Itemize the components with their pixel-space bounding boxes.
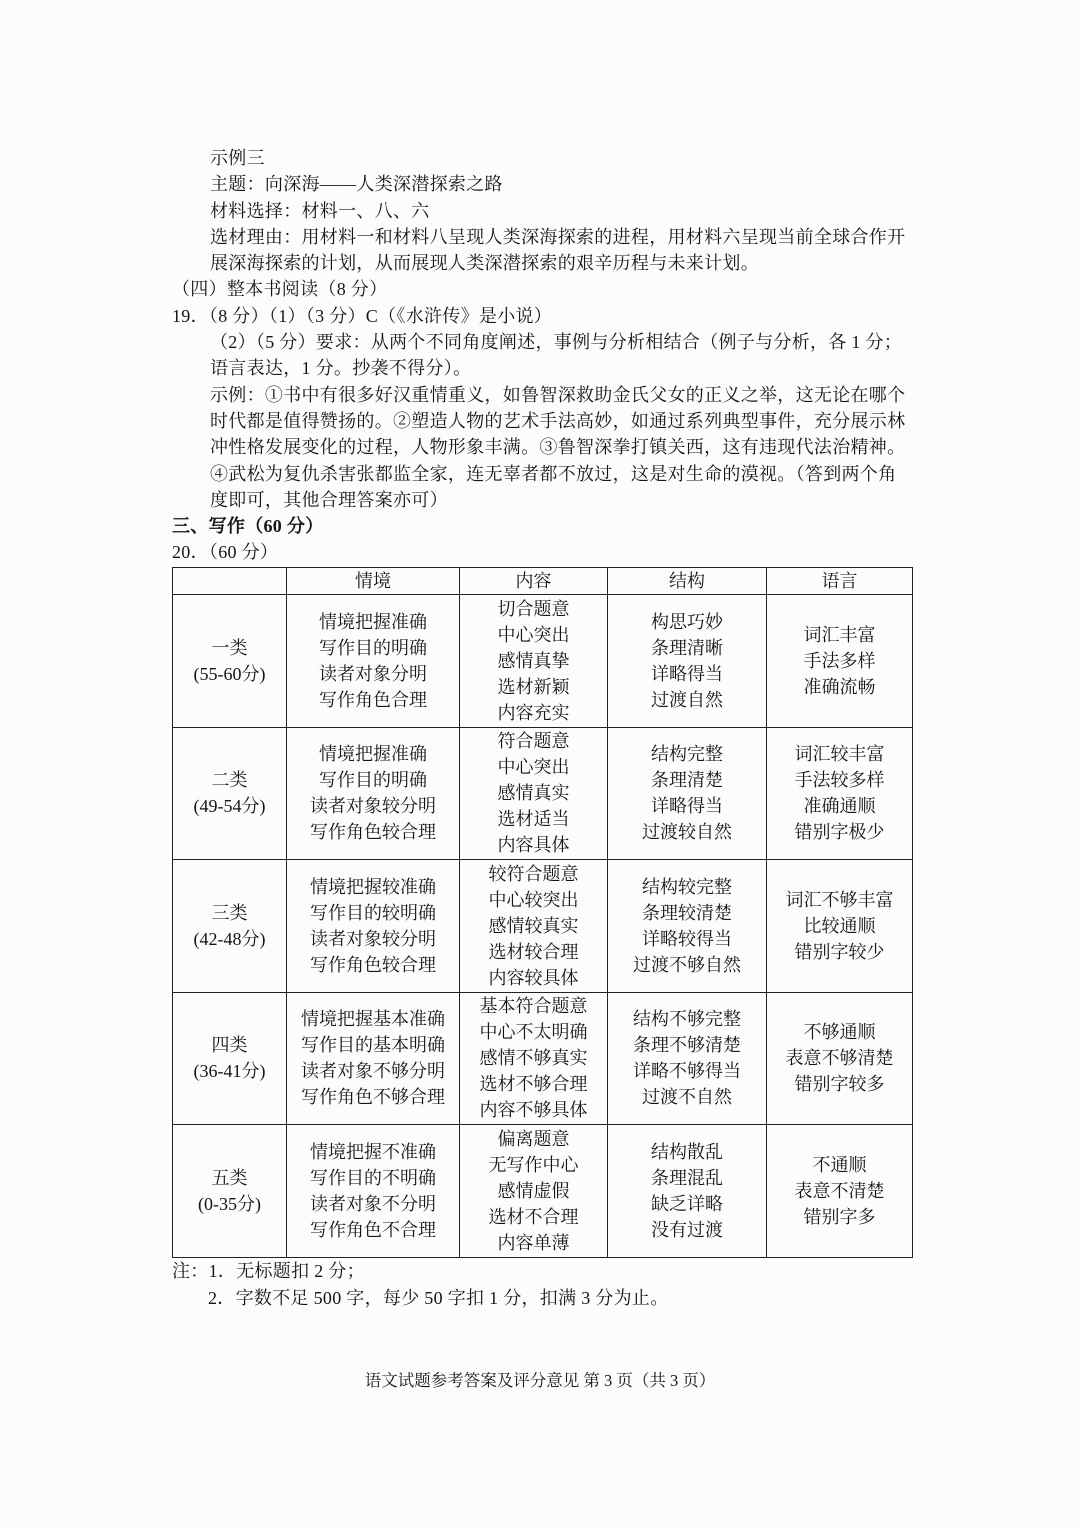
table-row [173, 727, 913, 860]
grade-cell [173, 727, 287, 860]
table-body [173, 595, 913, 1258]
structure-criterion: 构思巧妙 [651, 611, 723, 632]
example3-reason-line: 展深海探索的计划，从而展现人类深潜探索的艰辛历程与未来计划。 [210, 253, 759, 274]
structure-criterion: 结构不够完整 [633, 1009, 741, 1030]
structure-criterion: 详略得当 [651, 663, 723, 684]
situation-criterion: 写作目的明确 [319, 637, 427, 658]
table-row [173, 1125, 913, 1258]
grade-grade: 一类 [211, 637, 248, 658]
grade-grade: 四类 [211, 1035, 248, 1056]
structure-cell [608, 860, 767, 993]
content-criterion: 感情真挚 [497, 650, 570, 671]
language-criterion: 错别字多 [803, 1206, 876, 1227]
language-criterion: 不通顺 [812, 1154, 867, 1175]
part3-heading: 三、写作（60 分） [172, 516, 324, 537]
q19-requirement-line: 语言表达，1 分。抄袭不得分）。 [210, 358, 472, 379]
q19-requirement-line: （2）（5 分）要求：从两个不同角度阐述，事例与分析相结合（例子与分析，各 1 分； [210, 332, 903, 353]
grade-cell [173, 992, 287, 1125]
situation-criterion: 情境把握不准确 [310, 1141, 436, 1162]
structure-criterion: 结构散乱 [651, 1141, 723, 1162]
language-criterion: 错别字极少 [794, 822, 885, 843]
example3-theme: 主题：向深海——人类深潜探索之路 [210, 174, 503, 195]
language-criterion: 比较通顺 [803, 915, 876, 936]
content-criterion: 较符合题意 [488, 863, 579, 884]
situation-criterion: 写作目的较明确 [310, 902, 436, 923]
language-criterion: 表意不清楚 [794, 1180, 885, 1201]
situation-criterion: 情境把握准确 [319, 611, 427, 632]
content-cell [460, 860, 608, 993]
structure-criterion: 过渡不够自然 [633, 954, 741, 975]
content-criterion: 感情较真实 [488, 915, 579, 936]
content-criterion: 选材不够合理 [479, 1074, 588, 1095]
situation-criterion: 读者对象分明 [319, 663, 427, 684]
grade-cell [173, 595, 287, 728]
q19-example-line: 度即可，其他合理答案亦可） [210, 489, 448, 510]
language-criterion: 错别字较多 [794, 1074, 885, 1095]
structure-criterion: 条理较清楚 [642, 902, 732, 923]
structure-criterion: 条理混乱 [651, 1167, 723, 1188]
structure-cell [608, 992, 767, 1125]
structure-criterion: 结构完整 [651, 744, 723, 765]
content-cell [460, 727, 608, 860]
table-header-row [173, 568, 913, 595]
language-criterion: 不够通顺 [803, 1022, 876, 1043]
content-criterion: 切合题意 [497, 598, 570, 619]
example3-heading: 示例三 [210, 148, 265, 168]
language-criterion: 词汇不够丰富 [785, 889, 894, 910]
part4-heading: （四）整本书阅读（8 分） [172, 279, 388, 300]
content-criterion: 基本符合题意 [479, 996, 588, 1017]
grade-range: (49-54分) [193, 796, 266, 817]
situation-criterion: 读者对象不够分明 [301, 1061, 445, 1082]
situation-criterion: 写作角色较合理 [310, 954, 436, 975]
situation-criterion: 情境把握准确 [319, 744, 427, 765]
grade-grade: 三类 [211, 902, 248, 923]
language-cell [767, 992, 913, 1125]
content-criterion: 中心较突出 [488, 889, 579, 910]
answer-text-block [172, 145, 912, 566]
header-structure: 结构 [608, 568, 767, 595]
content-criterion: 内容不够具体 [479, 1100, 588, 1121]
header-situation: 情境 [287, 568, 460, 595]
situation-criterion: 写作角色不合理 [310, 1219, 436, 1240]
structure-criterion: 条理不够清楚 [633, 1035, 741, 1056]
language-criterion: 词汇丰富 [803, 624, 876, 645]
page-footer: 语文试题参考答案及评分意见 第 3 页（共 3 页） [364, 1371, 716, 1390]
situation-criterion: 写作角色合理 [319, 689, 427, 710]
table-row [173, 992, 913, 1125]
example3-materials: 材料选择：材料一、八、六 [210, 200, 430, 221]
content-criterion: 内容具体 [497, 835, 570, 856]
structure-criterion: 详略较得当 [642, 928, 732, 949]
grade-range: (55-60分) [193, 663, 266, 684]
header-grade [173, 568, 287, 595]
structure-criterion: 条理清晰 [651, 637, 723, 658]
header-language: 语言 [767, 568, 913, 595]
language-cell [767, 860, 913, 993]
q19-line1: 19．（8 分）（1）（3 分）C（《水浒传》是小说） [172, 305, 553, 326]
language-criterion: 表意不够清楚 [785, 1048, 894, 1069]
content-criterion: 无写作中心 [488, 1154, 579, 1175]
content-criterion: 感情真实 [497, 783, 570, 804]
header-content: 内容 [460, 568, 608, 595]
structure-cell [608, 595, 767, 728]
example3-reason-line: 选材理由：用材料一和材料八呈现人类深海探索的进程，用材料六呈现当前全球合作开 [210, 226, 906, 247]
situation-criterion: 读者对象较分明 [310, 796, 436, 817]
situation-cell [287, 992, 460, 1125]
structure-criterion: 条理清楚 [651, 770, 723, 791]
structure-criterion: 过渡自然 [651, 689, 723, 710]
content-criterion: 中心突出 [497, 757, 570, 778]
content-criterion: 内容较具体 [488, 967, 579, 988]
situation-criterion: 写作角色不够合理 [301, 1087, 445, 1108]
structure-criterion: 过渡不自然 [642, 1087, 732, 1108]
situation-cell [287, 860, 460, 993]
content-criterion: 感情不够真实 [479, 1048, 588, 1069]
q19-example-line: 示例：①书中有很多好汉重情重义，如鲁智深救助金氏父女的正义之举，这无论在哪个 [210, 384, 906, 405]
structure-criterion: 缺乏详略 [651, 1193, 723, 1214]
structure-cell [608, 727, 767, 860]
table-row [173, 595, 913, 728]
situation-criterion: 写作目的不明确 [310, 1167, 436, 1188]
situation-criterion: 情境把握基本准确 [301, 1009, 445, 1030]
content-criterion: 中心不太明确 [479, 1022, 588, 1043]
content-criterion: 内容单薄 [497, 1232, 570, 1253]
content-cell [460, 992, 608, 1125]
structure-criterion: 过渡较自然 [642, 822, 732, 843]
grade-cell [173, 1125, 287, 1258]
situation-criterion: 写作目的明确 [319, 770, 427, 791]
content-cell [460, 595, 608, 728]
language-criterion: 错别字较少 [794, 941, 885, 962]
grade-range: (0-35分) [198, 1193, 261, 1214]
content-criterion: 选材适当 [497, 809, 570, 830]
language-criterion: 词汇较丰富 [794, 744, 885, 765]
situation-criterion: 情境把握较准确 [310, 876, 436, 897]
notes-block [172, 1258, 912, 1311]
q20-heading: 20．（60 分） [172, 542, 279, 563]
language-cell [767, 1125, 913, 1258]
situation-cell [287, 1125, 460, 1258]
grade-grade: 二类 [211, 770, 248, 791]
content-criterion: 偏离题意 [497, 1128, 570, 1149]
language-cell [767, 595, 913, 728]
structure-criterion: 详略不够得当 [633, 1061, 741, 1082]
situation-cell [287, 727, 460, 860]
situation-criterion: 读者对象不分明 [310, 1193, 436, 1214]
situation-cell [287, 595, 460, 728]
table-row [173, 860, 913, 993]
language-criterion: 手法较多样 [794, 770, 885, 791]
situation-criterion: 写作目的基本明确 [301, 1035, 445, 1056]
content-criterion: 感情虚假 [497, 1180, 570, 1201]
structure-criterion: 没有过渡 [651, 1219, 723, 1240]
situation-criterion: 读者对象较分明 [310, 928, 436, 949]
content-criterion: 选材较合理 [488, 941, 579, 962]
content-criterion: 选材新颖 [497, 676, 570, 697]
content-criterion: 中心突出 [497, 624, 570, 645]
situation-criterion: 写作角色较合理 [310, 822, 436, 843]
grade-range: (36-41分) [193, 1061, 266, 1082]
language-criterion: 手法多样 [803, 650, 876, 671]
note-line [172, 1258, 912, 1285]
content-criterion: 符合题意 [497, 731, 570, 752]
note-item: 2．字数不足 500 字，每少 50 字扣 1 分，扣满 3 分为止。 [208, 1287, 669, 1308]
grade-range: (42-48分) [193, 928, 266, 949]
content-cell [460, 1125, 608, 1258]
content-criterion: 内容充实 [497, 702, 570, 723]
language-criterion: 准确通顺 [803, 796, 876, 817]
q19-example-line: 冲性格发展变化的过程，人物形象丰满。③鲁智深拳打镇关西，这有违现代法治精神。 [210, 437, 906, 458]
grade-grade: 五类 [211, 1167, 248, 1188]
note-item: 1．无标题扣 2 分； [208, 1261, 365, 1281]
q19-example-line: 时代都是值得赞扬的。②塑造人物的艺术手法高妙，如通过系列典型事件，充分展示林 [210, 410, 906, 431]
structure-criterion: 结构较完整 [642, 876, 732, 897]
language-criterion: 准确流畅 [803, 676, 876, 697]
structure-criterion: 详略得当 [651, 796, 723, 817]
language-cell [767, 727, 913, 860]
structure-cell [608, 1125, 767, 1258]
notes-prefix: 注： [172, 1261, 209, 1281]
grade-cell [173, 860, 287, 993]
scoring-table [172, 567, 913, 1258]
content-criterion: 选材不合理 [488, 1206, 579, 1227]
q19-example-line: ④武松为复仇杀害张都监全家，连无辜者都不放过，这是对生命的漠视。（答到两个角 [210, 463, 897, 484]
